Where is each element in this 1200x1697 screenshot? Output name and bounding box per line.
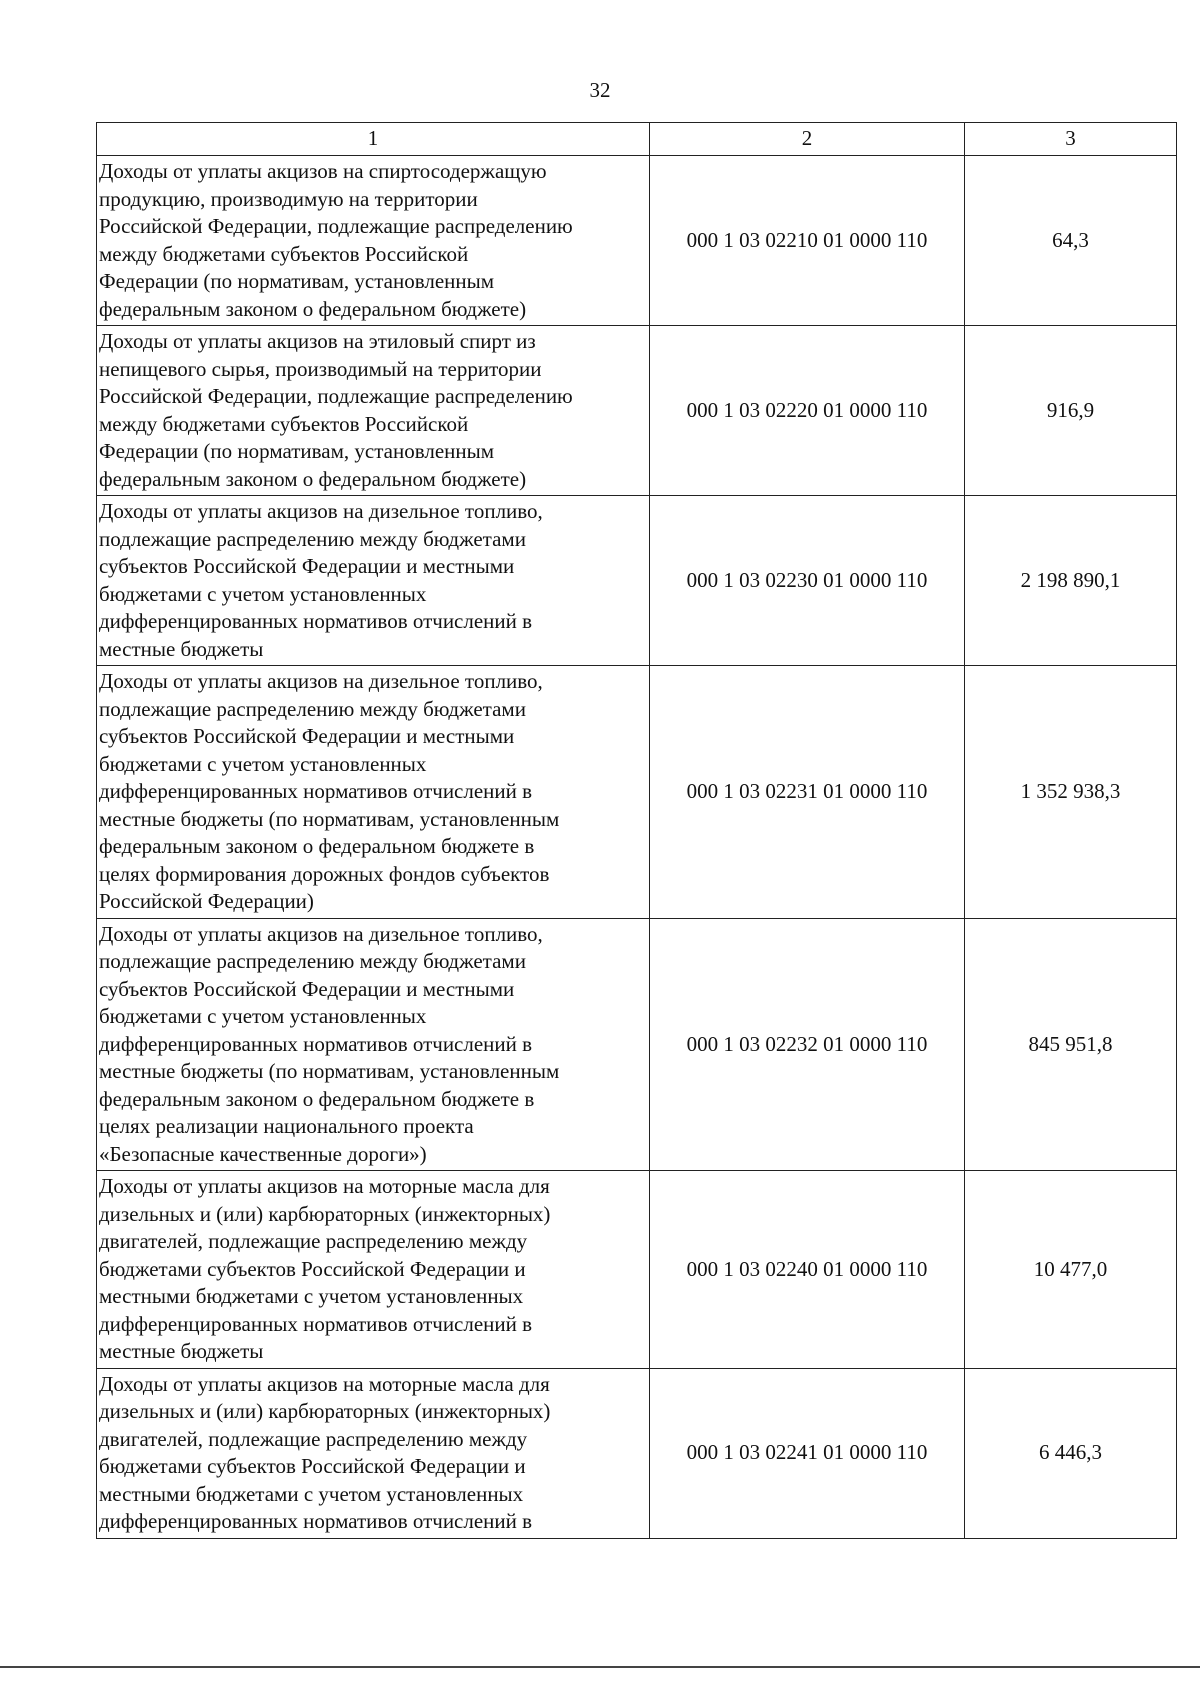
table-row: [97, 496, 1177, 666]
table-row: [97, 1368, 1177, 1538]
row-description: Доходы от уплаты акцизов на моторные масла для дизельных и (или) карбюраторных (инжекторных) двигателей, подлежащие распределению между бюджетами субъектов Российской Федерации и местными бюджетами с учетом установленных дифференцированных нормативов отчислений в местные бюджеты: [97, 1171, 650, 1369]
table-header-row: [97, 123, 1177, 156]
row-description: Доходы от уплаты акцизов на спиртосодержащую продукцию, производимую на территории Российской Федерации, подлежащие распределению между бюджетами субъектов Российской Федерации (по нормативам, установленным федеральным законом о федеральном бюджете): [97, 156, 650, 326]
revenue-table: [96, 122, 1177, 1539]
table-row: [97, 666, 1177, 919]
row-code: 000 1 03 02241 01 0000 110: [650, 1368, 965, 1538]
column-header-3: 3: [965, 123, 1177, 156]
row-code: 000 1 03 02230 01 0000 110: [650, 496, 965, 666]
row-code: 000 1 03 02240 01 0000 110: [650, 1171, 965, 1369]
row-description: Доходы от уплаты акцизов на дизельное топливо, подлежащие распределению между бюджетами субъектов Российской Федерации и местными бюджетами с учетом установленных дифференцированных нормативов отчислений в местные бюджеты (по нормативам, установленным федеральным законом о федеральном бюджете в целях реализации национального проекта «Безопасные качественные дороги»): [97, 918, 650, 1171]
row-amount: 10 477,0: [965, 1171, 1177, 1369]
table-row: [97, 326, 1177, 496]
page-number: 32: [589, 78, 611, 102]
row-description: Доходы от уплаты акцизов на этиловый спирт из непищевого сырья, производимый на территории Российской Федерации, подлежащие распределению между бюджетами субъектов Российской Федерации (по нормативам, установленным федеральным законом о федеральном бюджете): [97, 326, 650, 496]
bottom-rule: [0, 1666, 1200, 1668]
row-description: Доходы от уплаты акцизов на дизельное топливо, подлежащие распределению между бюджетами субъектов Российской Федерации и местными бюджетами с учетом установленных дифференцированных нормативов отчислений в местные бюджеты (по нормативам, установленным федеральным законом о федеральном бюджете в целях формирования дорожных фондов субъектов Российской Федерации): [97, 666, 650, 919]
row-amount: 6 446,3: [965, 1368, 1177, 1538]
row-code: 000 1 03 02220 01 0000 110: [650, 326, 965, 496]
row-description: Доходы от уплаты акцизов на моторные масла для дизельных и (или) карбюраторных (инжекторных) двигателей, подлежащие распределению между бюджетами субъектов Российской Федерации и местными бюджетами с учетом установленных дифференцированных нормативов отчислений в: [97, 1368, 650, 1538]
row-code: 000 1 03 02210 01 0000 110: [650, 156, 965, 326]
row-amount: 916,9: [965, 326, 1177, 496]
table-row: [97, 918, 1177, 1171]
column-header-2: 2: [650, 123, 965, 156]
row-amount: 1 352 938,3: [965, 666, 1177, 919]
table-row: [97, 1171, 1177, 1369]
row-amount: 64,3: [965, 156, 1177, 326]
row-description: Доходы от уплаты акцизов на дизельное топливо, подлежащие распределению между бюджетами субъектов Российской Федерации и местными бюджетами с учетом установленных дифференцированных нормативов отчислений в местные бюджеты: [97, 496, 650, 666]
table-row: [97, 156, 1177, 326]
row-amount: 845 951,8: [965, 918, 1177, 1171]
row-code: 000 1 03 02231 01 0000 110: [650, 666, 965, 919]
row-amount: 2 198 890,1: [965, 496, 1177, 666]
column-header-1: 1: [97, 123, 650, 156]
row-code: 000 1 03 02232 01 0000 110: [650, 918, 965, 1171]
